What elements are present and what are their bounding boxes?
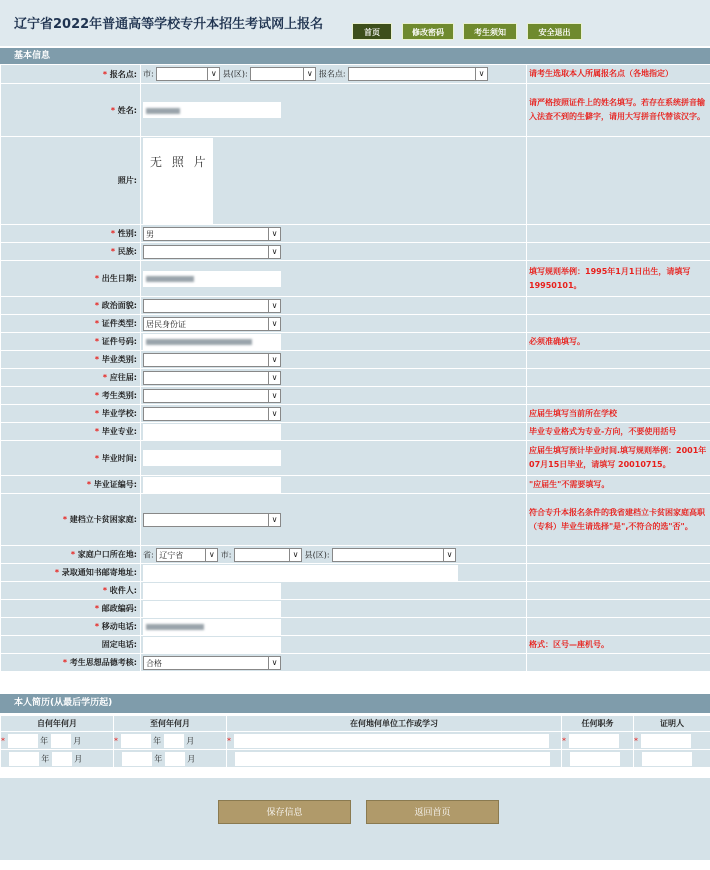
resume-header-position: 任何职务	[562, 716, 634, 732]
note-poor: 符合专升本报名条件的我省建档立卡贫困家庭高职（专科）毕业生请选择"是",不符合的选"否"。	[527, 494, 710, 546]
note-school: 应届生填写当前所在学校	[527, 405, 710, 423]
basic-info-form: * 报名点: 市: ∨ 县(区): ∨ 报名点: ∨ 请考生选取本人所属报名点（各地指定） * 姓名: 请严格按照证件上的姓名填写。若存在系统拼音输入法查不到的生僻字，请用大写拼音代替该汉字。 照片: 无 照 片 * 性别: 男 ∨ * 民族: ∨ * 出生日期: 填写规则举例：1995年1月1日出生，请填写19950101。 * 政治面貌: ∨ * 证件类型: 居民身份证 ∨ * 证件号码: 必须准确填写。 * 毕业类别: ∨ * 应往届: ∨ * 考生类别: ∨ * 毕业学校: ∨ 应届生填写当前所在学校 * 毕业专业: 毕业专业格式为专业-方向，不要使用括号 * 毕业时间: 应届生填写预计毕业时间.填写规则举例：2001年07月15日毕业，请填写 20010715。 * 毕业证编号: "应届生"不需要填写。 * 建档立卡贫困家庭: ∨ 符合专升本报名条件的我省建档立卡贫困家庭高职（专科）毕业生请选择"是",不符合的选"否"。 * 家庭户口所在地: 省: 辽宁省 ∨ 市: ∨ 县(区): ∨ * 录取通知书邮寄地址: * 收件人: * 邮政编码: * 移动电话: 固定电话: 格式：区号—座机号。 * 考生思想品德考核: 合格 ∨	[0, 64, 710, 672]
footer-actions	[0, 778, 710, 860]
phone-input[interactable]	[143, 637, 281, 653]
save-button[interactable]: 保存信息	[218, 800, 351, 824]
nav-logout-button[interactable]: 安全退出	[527, 23, 582, 40]
idtype-select[interactable]: 居民身份证 ∨	[143, 317, 281, 331]
resume-header-unit: 在何地何单位工作或学习	[227, 716, 562, 732]
note-gradtime: 应届生填写预计毕业时间.填写规则举例：2001年07月15日毕业，请填写 20010715。	[527, 441, 710, 476]
section-basic-info: 基本信息	[0, 48, 710, 64]
nav-notice-button[interactable]: 考生须知	[463, 23, 517, 40]
nav-change-password-button[interactable]: 修改密码	[402, 23, 454, 40]
city-select[interactable]: ∨	[156, 67, 220, 81]
gradtime-input[interactable]	[143, 450, 281, 466]
resume-row: * 年 月 * 年 月 * * *	[1, 732, 710, 750]
note-birth: 填写规则举例：1995年1月1日出生，请填写19950101。	[527, 261, 710, 297]
address-input[interactable]	[143, 565, 458, 581]
photo-placeholder[interactable]: 无 照 片	[143, 138, 213, 224]
note-certno: "应届生"不需要填写。	[527, 476, 710, 494]
mobile-input[interactable]	[143, 619, 281, 635]
resume-table	[0, 715, 710, 768]
recipient-input[interactable]	[143, 583, 281, 599]
politics-select[interactable]: ∨	[143, 299, 281, 313]
back-home-button[interactable]: 返回首页	[366, 800, 499, 824]
page-title: 辽宁省2022年普通高等学校专升本招生考试网上报名	[14, 17, 324, 32]
resume-header-from: 自何年何月	[1, 716, 114, 732]
header	[0, 0, 710, 46]
note-site: 请考生选取本人所属报名点（各地指定）	[527, 65, 710, 84]
resume-row: 年 月 年 月	[1, 750, 710, 768]
hukou-county-select[interactable]: ∨	[332, 548, 456, 562]
note-phone: 格式：区号—座机号。	[527, 636, 710, 654]
note-name: 请严格按照证件上的姓名填写。若存在系统拼音输入法查不到的生僻字，请用大写拼音代替该汉字。	[527, 84, 710, 137]
label-site: 报名点:	[109, 69, 137, 79]
hukou-city-select[interactable]: ∨	[234, 548, 302, 562]
nav-home-button[interactable]: 首页	[352, 23, 392, 40]
resume-header-to: 至何年何月	[114, 716, 227, 732]
county-select[interactable]: ∨	[250, 67, 316, 81]
certno-input[interactable]	[143, 477, 281, 493]
moral-select[interactable]: 合格 ∨	[143, 656, 281, 670]
zip-input[interactable]	[143, 601, 281, 617]
ethnicity-select[interactable]: ∨	[143, 245, 281, 259]
site-select[interactable]: ∨	[348, 67, 488, 81]
gender-select[interactable]: 男 ∨	[143, 227, 281, 241]
examtype-select[interactable]: ∨	[143, 389, 281, 403]
resume-header-witness: 证明人	[634, 716, 710, 732]
note-major: 毕业专业格式为专业-方向，不要使用括号	[527, 423, 710, 441]
fresh-select[interactable]: ∨	[143, 371, 281, 385]
section-resume: 本人简历(从最后学历起)	[0, 694, 710, 713]
gradtype-select[interactable]: ∨	[143, 353, 281, 367]
school-select[interactable]: ∨	[143, 407, 281, 421]
major-input[interactable]	[143, 424, 281, 440]
birth-input[interactable]	[143, 271, 281, 287]
hukou-province-select[interactable]: 辽宁省 ∨	[156, 548, 218, 562]
poor-family-select[interactable]: ∨	[143, 513, 281, 527]
name-input[interactable]	[143, 102, 281, 118]
note-idno: 必须准确填写。	[527, 333, 710, 351]
idno-input[interactable]	[143, 334, 281, 350]
